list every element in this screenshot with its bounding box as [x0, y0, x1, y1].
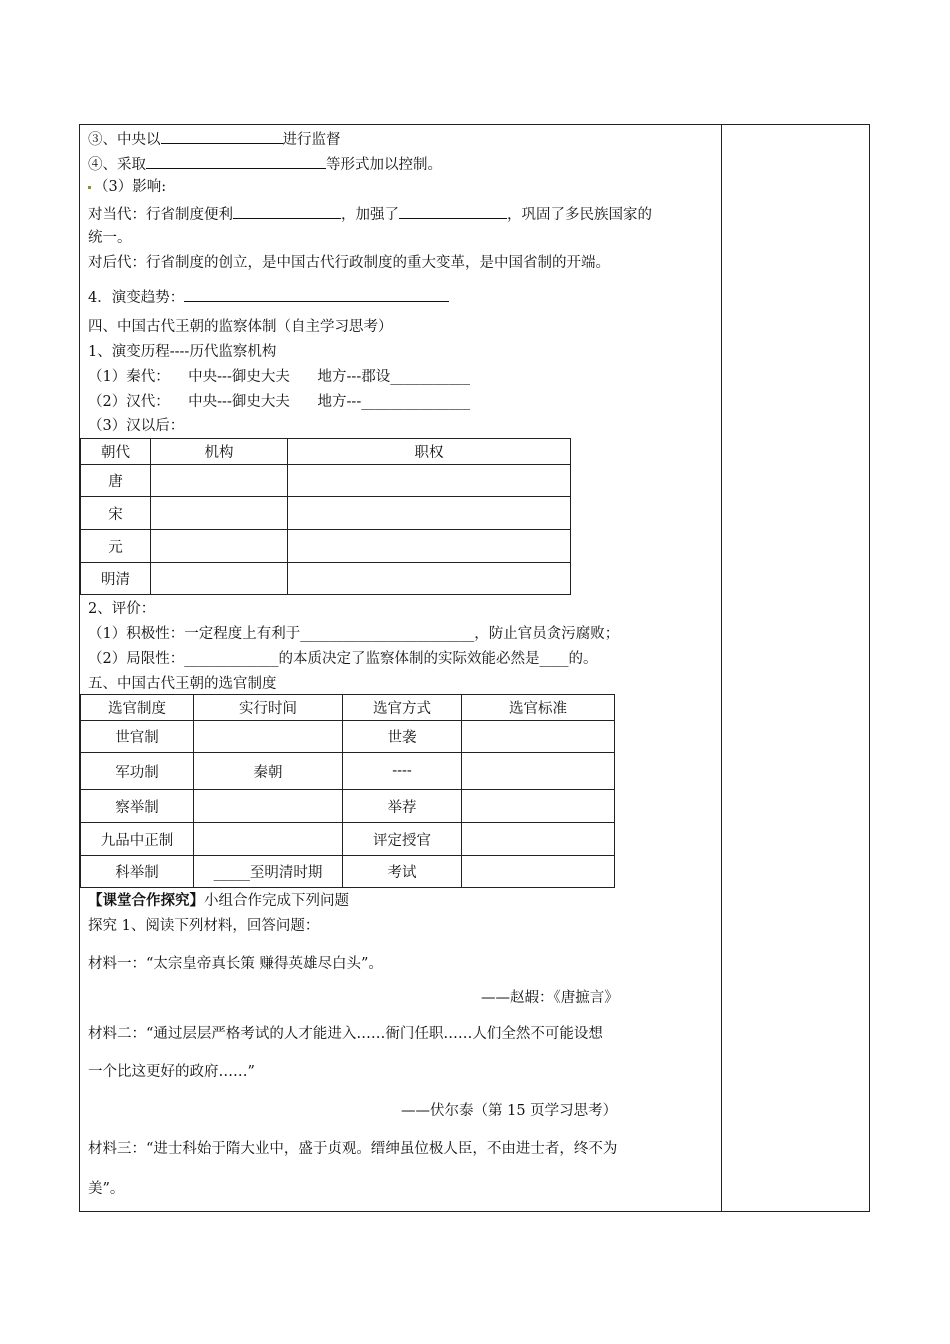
input-cell[interactable]	[194, 721, 343, 753]
marker-dot	[88, 186, 91, 189]
input-cell[interactable]	[151, 563, 288, 595]
input-cell[interactable]	[151, 497, 288, 530]
material-one-source: ——赵嘏：《唐摭言》	[481, 990, 619, 1006]
input-cell[interactable]	[288, 563, 571, 595]
trend-line: 4．演变趋势：	[88, 287, 449, 307]
material-two-line2: 一个比这更好的政府……”	[88, 1064, 255, 1080]
input-cell[interactable]	[288, 530, 571, 563]
table-header: 实行时间	[194, 695, 343, 721]
exploration-task: 探究 1、阅读下列材料，回答问题：	[88, 918, 320, 934]
table-header: 机构	[151, 439, 288, 465]
material-one: 材料一：“太宗皇帝真长策 赚得英雄尽白头”。	[88, 956, 383, 972]
table-cell: 宋	[81, 497, 151, 530]
input-cell[interactable]	[462, 721, 615, 753]
table-header: 选官方式	[343, 695, 462, 721]
after-han-line: （3）汉以后：	[88, 418, 185, 434]
table-cell: 唐	[81, 465, 151, 497]
table-cell: 秦朝	[194, 753, 343, 790]
table-cell: 明清	[81, 563, 151, 595]
blank-field[interactable]	[399, 204, 507, 219]
table-cell: 举荐	[343, 790, 462, 823]
exploration-heading: 【课堂合作探究】小组合作完成下列问题	[88, 892, 349, 909]
table-cell: 元	[81, 530, 151, 563]
positive-line: （1）积极性：一定程度上有利于________________________，防止官员贪污腐败；	[88, 626, 620, 642]
table-cell: 察举制	[81, 790, 194, 823]
control-method-line: ④、采取 等形式加以控制。	[88, 154, 442, 174]
later-impact-line: 对后代：行省制度的创立，是中国古代行政制度的重大变革，是中国省制的开端。	[88, 255, 610, 271]
material-three-line1: 材料三：“进士科始于隋大业中，盛于贞观。缙绅虽位极人臣，不由进士者，终不为	[88, 1141, 618, 1157]
official-selection-table	[80, 694, 615, 888]
input-cell[interactable]	[194, 790, 343, 823]
table-cell: 九品中正制	[81, 823, 194, 856]
input-cell[interactable]	[462, 753, 615, 790]
section5-heading: 五、中国古代王朝的选官制度	[88, 676, 277, 692]
material-two-source: ——伏尔泰（第 15 页学习思考）	[401, 1103, 618, 1119]
table-cell: 科举制	[81, 856, 194, 888]
material-two-line1: 材料二：“通过层层严格考试的人才能进入……衙门任职……人们全然不可能设想	[88, 1026, 603, 1042]
material-three-line2: 美”。	[88, 1181, 125, 1197]
input-cell[interactable]	[151, 465, 288, 497]
blank-field[interactable]	[146, 154, 326, 169]
table-cell: 考试	[343, 856, 462, 888]
blank-field[interactable]	[184, 287, 449, 302]
input-cell[interactable]	[288, 465, 571, 497]
table-cell: ----	[343, 753, 462, 790]
table-header: 选官制度	[81, 695, 194, 721]
blank-field[interactable]	[161, 129, 283, 144]
limitation-line: （2）局限性：_____________的本质决定了监察体制的实际效能必然是____的。	[88, 651, 598, 667]
table-header: 朝代	[81, 439, 151, 465]
section4-heading: 四、中国古代王朝的监察体制（自主学习思考）	[88, 319, 393, 335]
blank-field[interactable]	[233, 204, 341, 219]
central-supervision-line: ③、中央以 进行监督	[88, 129, 341, 149]
table-header: 选官标准	[462, 695, 615, 721]
input-cell[interactable]	[151, 530, 288, 563]
qin-line: （1）秦代： 中央---御史大夫 地方---郡设___________	[88, 369, 470, 385]
input-cell[interactable]	[462, 790, 615, 823]
supervision-table	[80, 438, 571, 595]
contemporary-impact-line: 对当代：行省制度便利 ，加强了 ，巩固了多民族国家的	[88, 204, 652, 224]
table-cell: 评定授官	[343, 823, 462, 856]
table-cell: 世袭	[343, 721, 462, 753]
input-cell[interactable]	[194, 823, 343, 856]
input-cell[interactable]	[462, 823, 615, 856]
input-cell[interactable]	[288, 497, 571, 530]
evaluation-heading: 2、评价：	[88, 601, 156, 617]
contemporary-impact-cont: 统一。	[88, 230, 132, 246]
table-cell: 军功制	[81, 753, 194, 790]
table-cell: _____至明清时期	[194, 856, 343, 888]
notes-column-divider	[721, 124, 722, 1212]
impact-heading: （3）影响:	[88, 178, 166, 196]
evolution-subheading: 1、演变历程----历代监察机构	[88, 344, 277, 360]
han-line: （2）汉代： 中央---御史大夫 地方---_______________	[88, 394, 470, 410]
table-header: 职权	[288, 439, 571, 465]
table-cell: 世官制	[81, 721, 194, 753]
input-cell[interactable]	[462, 856, 615, 888]
